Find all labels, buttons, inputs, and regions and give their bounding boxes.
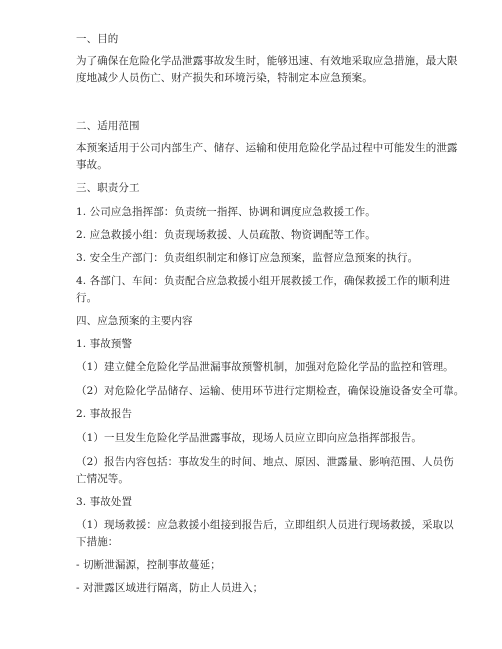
paragraph-scope-2: 事故。 <box>76 159 108 171</box>
paragraph-purpose-2: 度地减少人员伤亡、财产损失和环境污染，特制定本应急预案。 <box>76 72 373 84</box>
handling-item-1-line-2: 下措施： <box>76 536 119 548</box>
duty-item-3: 3. 安全生产部门：负责组织制定和修订应急预案，监督应急预案的执行。 <box>76 252 419 264</box>
report-item-2-line-1: （2）报告内容包括：事故发生的时间、地点、原因、泄露量、影响范围、人员伤 <box>76 456 454 468</box>
heading-duties: 三、职责分工 <box>76 182 140 194</box>
report-item-2-line-2: 亡情况等。 <box>76 473 129 485</box>
warning-item-1: （1）建立健全危险化学品泄漏事故预警机制，加强对危险化学品的监控和管理。 <box>76 361 454 373</box>
subheading-report: 2. 事故报告 <box>76 408 133 420</box>
duty-item-1: 1. 公司应急指挥部：负责统一指挥、协调和调度应急救援工作。 <box>76 206 376 218</box>
subheading-handling: 3. 事故处置 <box>76 496 133 508</box>
duty-item-4-line-1: 4. 各部门、车间：负责配合应急救援小组开展救援工作，确保救援工作的顺利进 <box>76 275 451 287</box>
heading-purpose: 一、目的 <box>76 33 119 45</box>
heading-plan-content: 四、应急预案的主要内容 <box>76 315 193 327</box>
paragraph-scope-1: 本预案适用于公司内部生产、储存、运输和使用危险化学品过程中可能发生的泄露 <box>76 142 458 154</box>
paragraph-purpose-1: 为了确保在危险化学品泄露事故发生时，能够迅速、有效地采取应急措施，最大限 <box>76 55 458 67</box>
handling-bullet-1: - 切断泄漏源，控制事故蔓延； <box>76 559 221 571</box>
subheading-warning: 1. 事故预警 <box>76 338 133 350</box>
handling-bullet-2: - 对泄露区域进行隔离，防止人员进入； <box>76 582 264 594</box>
duty-item-4-line-2: 行。 <box>76 292 98 304</box>
duty-item-2: 2. 应急救援小组：负责现场救援、人员疏散、物资调配等工作。 <box>76 229 376 241</box>
warning-item-2: （2）对危险化学品储存、运输、使用环节进行定期检查，确保设施设备安全可靠。 <box>76 385 465 397</box>
handling-item-1-line-1: （1）现场救援：应急救援小组接到报告后，立即组织人员进行现场救援，采取以 <box>76 519 454 531</box>
heading-scope: 二、适用范围 <box>76 120 140 132</box>
report-item-1: （1）一旦发生危险化学品泄露事故，现场人员应立即向应急指挥部报告。 <box>76 432 422 444</box>
